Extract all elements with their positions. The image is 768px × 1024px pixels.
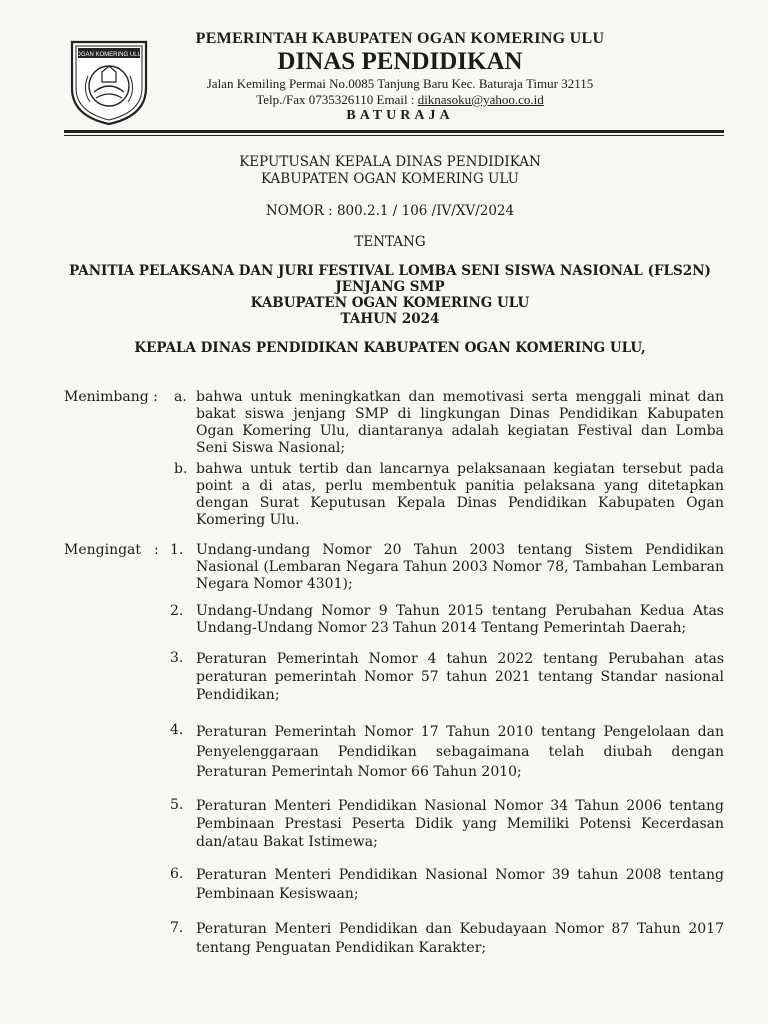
- letterhead-divider-thin: [64, 135, 724, 136]
- government-name: PEMERINTAH KABUPATEN OGAN KOMERING ULU: [195, 30, 605, 47]
- tentang-heading: TENTANG: [354, 234, 426, 250]
- letterhead: [160, 30, 640, 124]
- menimbang-item-b: bahwa untuk tertib dan lancarnya pelaksanaan kegiatan tersebut pada point a di atas, perlu membentuk panitia pelaksana yang ditetapkan dengan Surat Keputusan Kepala Dinas Pendidikan Kabupaten Ogan Komering Ulu.: [196, 461, 724, 528]
- mengingat-marker-2: 2.: [170, 603, 184, 619]
- menimbang-item-a: bahwa untuk meningkatkan dan memotivasi serta menggali minat dan bakat siswa jenjang SMP di lingkungan Dinas Pendidikan Kabupaten Ogan Komering Ulu, diantaranya adalah kegiatan Festival dan Lomba Seni Siswa Nasional;: [196, 389, 724, 456]
- mengingat-item-2: Undang-Undang Nomor 9 Tahun 2015 tentang Perubahan Kedua Atas Undang-Undang Nomor 23 Tahun 2014 Tentang Pemerintah Daerah;: [196, 603, 724, 636]
- decree-number: NOMOR : 800.2.1 / 106 /IV/XV/2024: [265, 203, 515, 219]
- mengingat-colon: :: [154, 542, 159, 558]
- email-link[interactable]: diknasoku@yahoo.co.id: [417, 92, 544, 107]
- mengingat-label: Mengingat: [64, 542, 142, 558]
- menimbang-label: Menimbang :: [64, 389, 158, 405]
- mengingat-item-3: Peraturan Pemerintah Nomor 4 tahun 2022 tentang Perubahan atas peraturan pemerintah Nomor 57 tahun 2021 tentang Standar nasional Pendidikan;: [196, 651, 724, 703]
- mengingat-marker-3: 3.: [170, 650, 184, 666]
- mengingat-marker-4: 4.: [170, 722, 184, 738]
- subject-line4: TAHUN 2024: [340, 311, 440, 327]
- mengingat-marker-7: 7.: [170, 920, 184, 936]
- mengingat-item-6: Peraturan Menteri Pendidikan Nasional Nomor 39 tahun 2008 tentang Pembinaan Kesiswaan;: [196, 867, 724, 902]
- issuing-official: KEPALA DINAS PENDIDIKAN KABUPATEN OGAN KOMERING ULU,: [134, 340, 646, 356]
- mengingat-marker-6: 6.: [170, 866, 184, 882]
- logo-text: OGAN KOMERING ULU: [76, 52, 142, 58]
- mengingat-marker-5: 5.: [170, 797, 184, 813]
- decree-title-line1: KEPUTUSAN KEPALA DINAS PENDIDIKAN: [239, 154, 541, 170]
- menimbang-marker-a: a.: [174, 389, 187, 405]
- mengingat-item-7: Peraturan Menteri Pendidikan dan Kebudayaan Nomor 87 Tahun 2017 tentang Penguatan Pendidikan Karakter;: [196, 921, 724, 956]
- subject-line2: JENJANG SMP: [335, 279, 445, 295]
- agency-name: DINAS PENDIDIKAN: [277, 48, 523, 75]
- decree-title-line2: KABUPATEN OGAN KOMERING ULU: [261, 171, 519, 187]
- subject-line1: PANITIA PELAKSANA DAN JURI FESTIVAL LOMBA SENI SISWA NASIONAL (FLS2N): [69, 263, 711, 279]
- mengingat-marker-1: 1.: [170, 542, 184, 558]
- regency-emblem-logo: [66, 36, 152, 126]
- mengingat-item-4: Peraturan Pemerintah Nomor 17 Tahun 2010 tentang Pengelolaan dan Penyelenggaraan Pendidikan sebagaimana telah diubah dengan Peraturan Pemerintah Nomor 66 Tahun 2010;: [196, 724, 724, 780]
- mengingat-item-1: Undang-undang Nomor 20 Tahun 2003 tentang Sistem Pendidikan Nasional (Lembaran Negara Tahun 2003 Nomor 78, Tambahan Lembaran Negara Nomor 4301);: [196, 542, 724, 592]
- letterhead-divider-thick: [64, 130, 724, 133]
- subject-line3: KABUPATEN OGAN KOMERING ULU: [250, 295, 530, 311]
- address-line: Jalan Kemiling Permai No.0085 Tanjung Baru Kec. Baturaja Timur 32115: [206, 76, 594, 91]
- mengingat-item-5: Peraturan Menteri Pendidikan Nasional Nomor 34 Tahun 2006 tentang Pembinaan Prestasi Peserta Didik yang Memiliki Potensi Kecerdasan dan/atau Bakat Istimewa;: [196, 798, 724, 850]
- contact-line: [160, 92, 640, 108]
- menimbang-marker-b: b.: [174, 461, 188, 477]
- city-name: BATURAJA: [346, 108, 454, 123]
- phone-fax: Telp./Fax 0735326110 Email :: [256, 92, 418, 107]
